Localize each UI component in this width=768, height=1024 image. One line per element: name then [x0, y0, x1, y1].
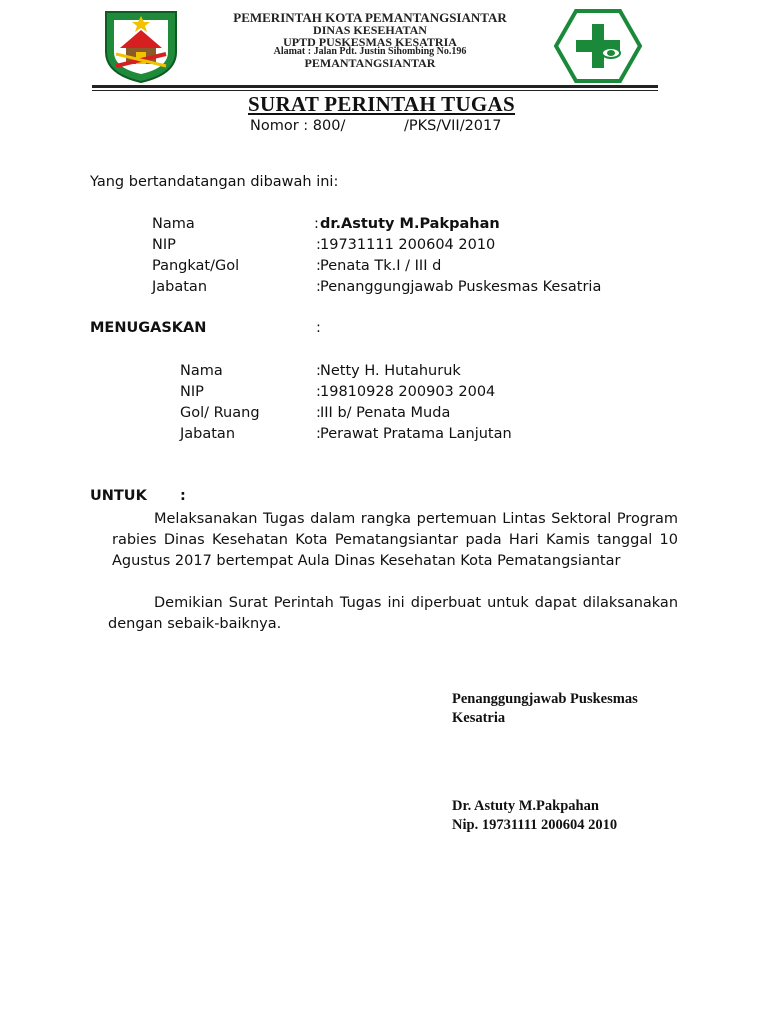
signature-name: Dr. Astuty M.Pakpahan	[452, 798, 599, 814]
assignee-value-nip: 19810928 200903 2004	[320, 384, 496, 400]
assignee-value-jabatan: Perawat Pratama Lanjutan	[320, 426, 512, 442]
assignee-sep-nip: :	[316, 384, 321, 400]
menugaskan-sep: :	[316, 320, 321, 336]
city-emblem-icon	[98, 8, 184, 84]
letterhead-address: Alamat : Jalan Pdt. Justin Sihombing No.196	[273, 46, 467, 57]
nomor-label: Nomor : 800/	[250, 118, 346, 134]
intro-text: Yang bertandatangan dibawah ini:	[90, 174, 339, 190]
body-paragraph-2-rest: dilaksanakan dengan sebaik-baiknya.	[108, 595, 679, 632]
menugaskan-heading: MENUGASKAN	[90, 320, 207, 336]
assignee-value-name: Netty H. Hutahuruk	[320, 363, 461, 379]
signature-nip: Nip. 19731111 200604 2010	[452, 817, 618, 833]
puskesmas-logo-icon	[554, 8, 642, 84]
assignee-sep-golongan: :	[316, 405, 321, 421]
document-title: SURAT PERINTAH TUGAS	[248, 92, 516, 116]
nomor-suffix: /PKS/VII/2017	[404, 118, 502, 134]
signer-value-name: dr.Astuty M.Pakpahan	[320, 216, 500, 232]
letterhead-rule-thin	[92, 90, 658, 91]
signer-label-name: Nama	[152, 216, 195, 232]
signer-sep-jabatan: :	[316, 279, 321, 295]
body-paragraph-2	[108, 593, 678, 635]
assignee-label-name: Nama	[180, 363, 223, 379]
assignee-label-nip: NIP	[180, 384, 204, 400]
assignee-value-golongan: III b/ Penata Muda	[320, 405, 451, 421]
assignee-label-golongan: Gol/ Ruang	[180, 405, 260, 421]
signature-position-line2: Kesatria	[452, 710, 506, 726]
signer-value-jabatan: Penanggungjawab Puskesmas Kesatria	[320, 279, 602, 295]
signer-label-nip: NIP	[152, 237, 176, 253]
body-paragraph-1-rest: Program rabies Dinas Kesehatan Kota Pematangsiantar pada Hari Kamis tanggal 10 Agustus 2017 bertempat Aula Dinas Kesehatan Kota Pematangsiantar	[112, 511, 678, 569]
untuk-sep: :	[180, 488, 186, 504]
signer-sep-pangkat: :	[316, 258, 321, 274]
assignee-sep-name: :	[316, 363, 321, 379]
signer-label-jabatan: Jabatan	[152, 279, 208, 295]
assignee-label-jabatan: Jabatan	[180, 426, 236, 442]
untuk-heading: UNTUK	[90, 488, 147, 504]
letterhead-rule-thick	[92, 85, 658, 88]
letterhead-unit: UPTD PUSKESMAS KESATRIA	[283, 35, 457, 49]
assignee-sep-jabatan: :	[316, 426, 321, 442]
body-paragraph-1-start: Melaksanakan Tugas dalam rangka pertemuan Lintas Sektoral	[154, 511, 612, 527]
body-paragraph-2-start: Demikian Surat Perintah Tugas ini diperbuat untuk dapat	[154, 595, 577, 611]
signer-sep-name: :	[314, 216, 319, 232]
signer-sep-nip: :	[316, 237, 321, 253]
letterhead-city: PEMANTANGSIANTAR	[304, 56, 436, 70]
body-paragraph-1	[112, 509, 678, 572]
letterhead-department: DINAS KESEHATAN	[313, 23, 427, 37]
signer-label-pangkat: Pangkat/Gol	[152, 258, 240, 274]
signer-value-nip: 19731111 200604 2010	[320, 237, 496, 253]
signer-value-pangkat: Penata Tk.I / III d	[320, 258, 442, 274]
signature-position-line1: Penanggungjawab Puskesmas	[452, 691, 638, 707]
letterhead-government: PEMERINTAH KOTA PEMANTANGSIANTAR	[233, 10, 507, 25]
